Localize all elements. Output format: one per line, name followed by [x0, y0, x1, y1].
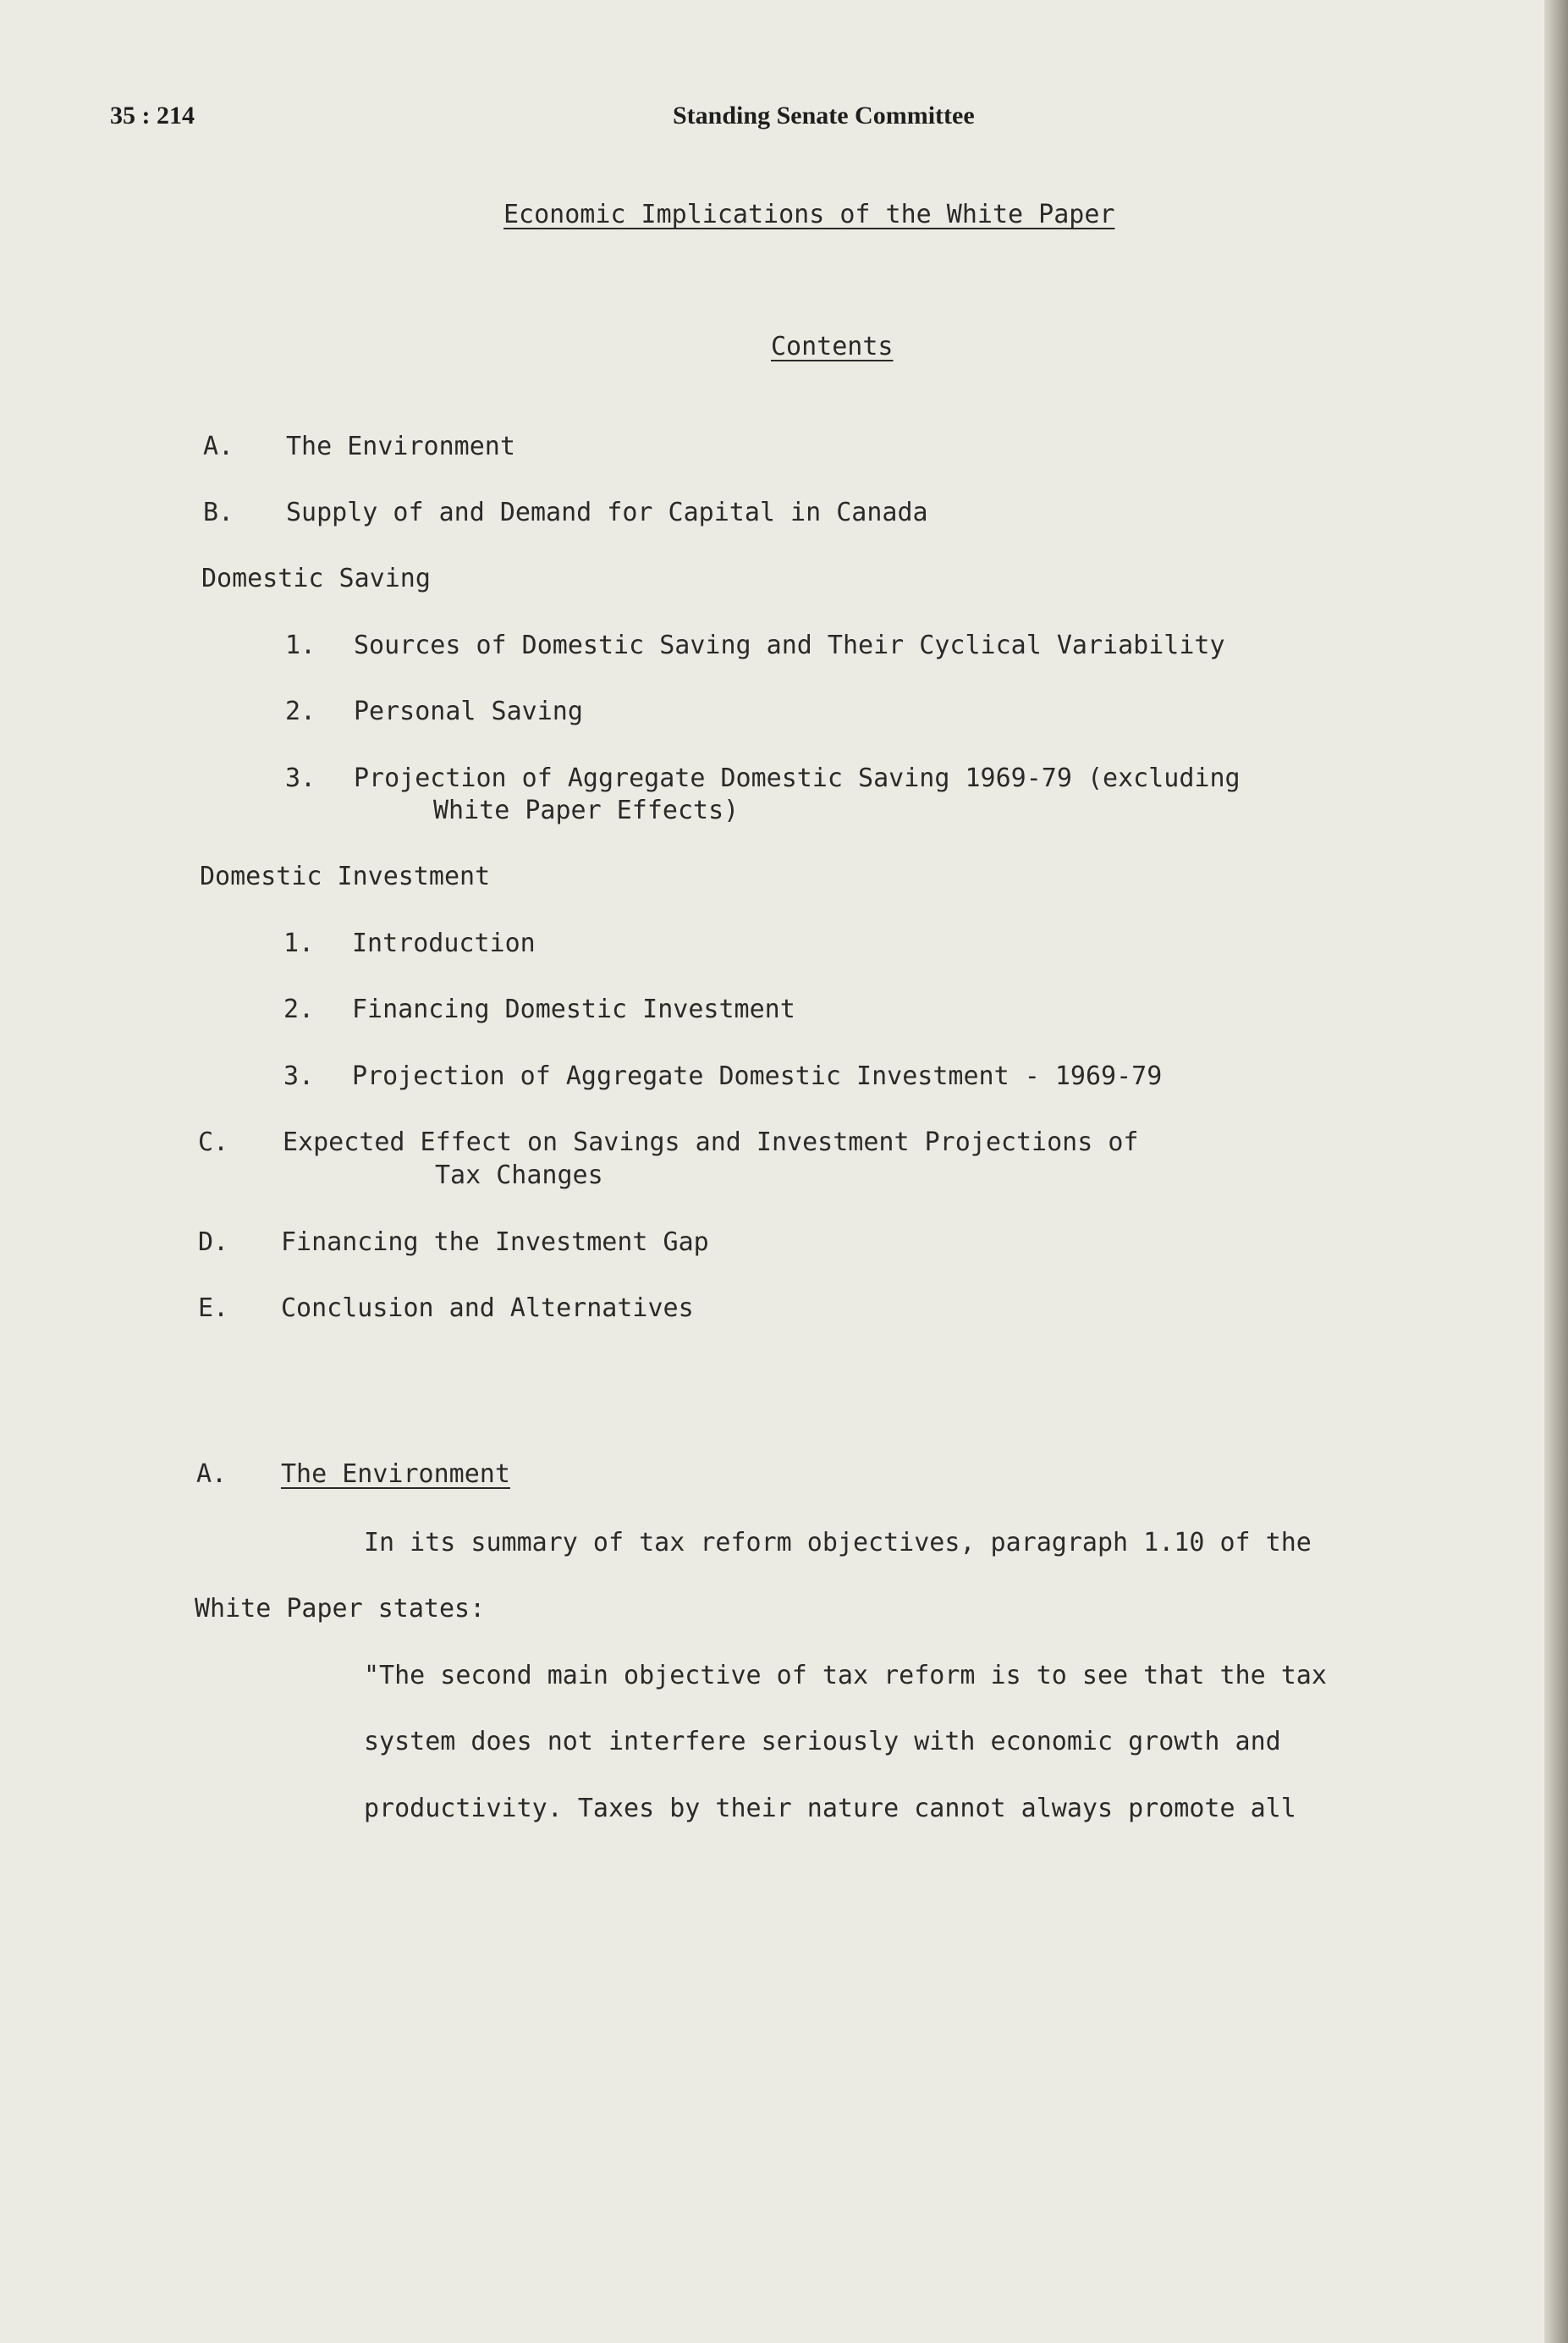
section-a-heading: The Environment	[281, 1459, 510, 1489]
toc-b-text: Supply of and Demand for Capital in Canada	[286, 498, 928, 527]
section-a-quote-line2: system does not interfere seriously with economic growth and	[364, 1727, 1281, 1756]
toc-d-letter: D.	[198, 1227, 229, 1257]
toc-c-letter: C.	[198, 1127, 229, 1157]
toc-di2-text: Financing Domestic Investment	[352, 995, 795, 1024]
page-number: 35 : 214	[110, 102, 195, 130]
toc-ds1-num: 1.	[285, 631, 316, 660]
document-title: Economic Implications of the White Paper	[503, 200, 1115, 229]
toc-c-text-line2: Tax Changes	[435, 1160, 603, 1190]
toc-di1-num: 1.	[283, 929, 315, 958]
page-binding-edge	[1544, 0, 1568, 2343]
toc-c-text-line1: Expected Effect on Savings and Investment Projections of	[283, 1127, 1139, 1157]
toc-domestic-saving: Domestic Saving	[201, 564, 431, 593]
toc-di1-text: Introduction	[352, 929, 536, 958]
section-a-para-line1: In its summary of tax reform objectives, paragraph 1.10 of the	[364, 1528, 1312, 1557]
toc-di2-num: 2.	[283, 995, 315, 1024]
toc-a-text: The Environment	[286, 432, 515, 461]
toc-d-text: Financing the Investment Gap	[281, 1227, 709, 1257]
section-a-quote-line1: "The second main objective of tax reform is to see that the tax	[364, 1661, 1327, 1690]
toc-di3-text: Projection of Aggregate Domestic Investment - 1969-79	[352, 1061, 1163, 1091]
toc-ds3-text-line2: White Paper Effects)	[433, 796, 740, 825]
toc-ds3-text-line1: Projection of Aggregate Domestic Saving 1969-79 (excluding	[354, 764, 1241, 793]
section-a-letter: A.	[196, 1459, 228, 1489]
toc-di3-num: 3.	[283, 1061, 315, 1091]
toc-b-letter: B.	[203, 498, 234, 527]
toc-ds2-text: Personal Saving	[354, 697, 583, 726]
toc-e-letter: E.	[198, 1293, 229, 1323]
page-header	[110, 102, 1464, 144]
toc-e-text: Conclusion and Alternatives	[281, 1293, 694, 1323]
toc-a-letter: A.	[203, 432, 234, 461]
committee-name: Standing Senate Committee	[673, 102, 975, 130]
section-a-para-line2: White Paper states:	[195, 1594, 486, 1624]
toc-ds2-num: 2.	[285, 697, 316, 726]
contents-heading: Contents	[771, 332, 894, 361]
toc-ds3-num: 3.	[285, 764, 316, 793]
toc-domestic-investment: Domestic Investment	[200, 862, 491, 891]
section-a-quote-line3: productivity. Taxes by their nature cannot always promote all	[364, 1794, 1296, 1823]
toc-ds1-text: Sources of Domestic Saving and Their Cyclical Variability	[354, 631, 1225, 660]
